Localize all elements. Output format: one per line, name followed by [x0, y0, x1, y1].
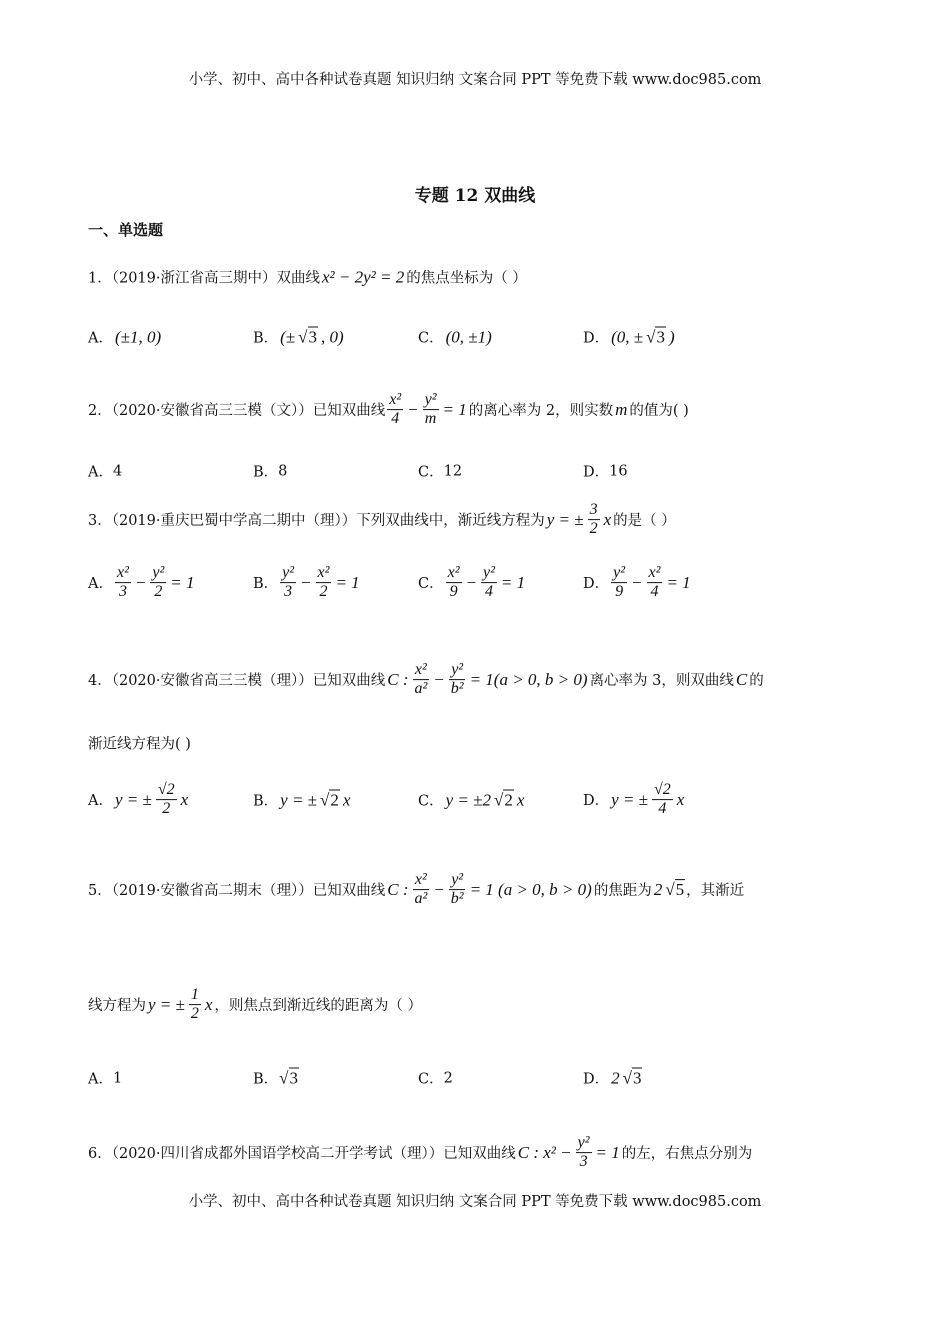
option-d	[583, 564, 693, 602]
radicand: 5	[675, 880, 685, 899]
math-expression: −	[134, 573, 147, 592]
text: 的是（ ）	[613, 513, 676, 530]
math-expression: 2	[653, 880, 663, 899]
fraction	[280, 564, 296, 602]
option-label: A．	[88, 464, 113, 481]
math-expression: C :	[387, 880, 409, 899]
denominator: 4	[484, 583, 493, 601]
option-a	[88, 1068, 122, 1089]
math-expression: −	[465, 573, 477, 592]
radical-sign: √	[622, 1068, 632, 1087]
fraction	[189, 986, 201, 1024]
denominator: 2	[319, 583, 328, 601]
question-2-line	[88, 391, 689, 429]
square-root	[646, 327, 666, 347]
option-c	[418, 327, 494, 348]
text: 4．（2020·安徽省高三三模（理））已知双曲线	[88, 673, 386, 690]
fraction	[387, 391, 403, 429]
option-label: D．	[583, 576, 610, 593]
math-expression: y = ±	[546, 510, 584, 529]
text: ，其渐近	[686, 883, 745, 900]
numerator: x²	[387, 391, 403, 410]
denominator: 4	[391, 410, 400, 428]
question-6-line	[88, 1134, 752, 1172]
radicand: 3	[308, 327, 317, 346]
text: 6．（2020·四川省成都外国语学校高二开学考试（理））已知双曲线	[88, 1146, 516, 1163]
question-4-line	[88, 661, 764, 699]
math-expression: x	[204, 995, 213, 1014]
option-label: A．	[88, 1071, 113, 1088]
option-label: A．	[88, 793, 113, 810]
denominator: 4	[658, 800, 667, 818]
numerator: y²	[449, 661, 465, 680]
math-expression: m	[615, 400, 628, 419]
radical-sign: √	[493, 790, 504, 809]
option-label: D．	[583, 330, 610, 347]
option-b	[253, 461, 287, 482]
denominator: 2	[154, 583, 163, 601]
option-a	[88, 461, 122, 482]
numerator: y²	[280, 564, 296, 583]
question-4-line	[88, 733, 191, 754]
page-header: 小学、初中、高中各种试卷真题 知识归纳 文案合同 PPT 等免费下载 www.doc985.com	[188, 72, 762, 88]
math-expression: y = ±2	[445, 790, 491, 809]
numerator: y²	[611, 564, 627, 583]
option-b	[253, 790, 352, 811]
option-b	[253, 564, 362, 602]
fraction	[481, 564, 497, 602]
numerator: 3	[588, 501, 600, 520]
radicand: 2	[330, 790, 339, 809]
text: 的	[749, 673, 764, 690]
numerator: x²	[115, 564, 131, 583]
math-expression: = 1	[595, 1143, 620, 1162]
text: 12	[443, 463, 463, 479]
option-label: B．	[253, 464, 279, 481]
option-label: B．	[253, 330, 279, 347]
radicand: 2	[504, 790, 513, 809]
option-label: C．	[418, 464, 444, 481]
math-expression: y = ±	[114, 790, 152, 809]
fraction	[449, 871, 466, 909]
math-expression: −	[300, 573, 312, 592]
denominator: 2	[589, 520, 598, 538]
square-root	[623, 1068, 643, 1088]
option-c	[418, 461, 462, 482]
square-root	[298, 327, 318, 347]
text: 2．（2020·安徽省高三三模（文））已知双曲线	[88, 403, 386, 420]
denominator: 2	[162, 800, 171, 818]
math-expression: y = ±	[280, 790, 318, 809]
fraction	[412, 871, 429, 909]
math-expression: C :	[387, 670, 409, 689]
question-3-line	[88, 501, 676, 539]
option-label: A．	[88, 330, 113, 347]
math-expression: x² − 2y² = 2	[322, 267, 405, 286]
fraction	[611, 564, 627, 602]
text: 渐近线方程为( )	[88, 736, 191, 753]
radicand: 3	[632, 1068, 642, 1087]
option-b	[253, 1068, 300, 1089]
square-root	[279, 1068, 299, 1088]
option-a	[88, 327, 163, 348]
math-expression: −	[433, 880, 445, 899]
text: 1	[112, 1070, 123, 1086]
numerator: y²	[481, 564, 497, 583]
math-expression: = 1	[442, 400, 467, 419]
fraction	[652, 781, 673, 819]
radical-sign: √	[665, 880, 675, 899]
math-expression: y = ±	[611, 790, 648, 809]
text: 的值为( )	[629, 403, 689, 420]
text: 8	[278, 463, 288, 479]
fraction	[150, 564, 166, 602]
math-expression: x	[516, 790, 525, 809]
radical-sign: √	[646, 327, 656, 346]
text: 5．（2019·安徽省高二期末（理））已知双曲线	[88, 883, 386, 900]
square-root	[320, 790, 340, 810]
denominator: b²	[450, 680, 464, 698]
math-expression: = 1	[170, 573, 195, 592]
text: 16	[609, 463, 628, 479]
math-expression: x	[180, 790, 189, 809]
option-label: B．	[253, 1071, 279, 1088]
page-footer: 小学、初中、高中各种试卷真题 知识归纳 文案合同 PPT 等免费下载 www.doc985.com	[188, 1194, 762, 1210]
text: 线方程为	[88, 998, 146, 1015]
denominator: 3	[284, 583, 293, 601]
text: 的焦距为	[593, 883, 652, 900]
text: 2	[443, 1070, 453, 1086]
option-d	[583, 461, 628, 482]
math-expression: (0, ±1)	[445, 327, 492, 346]
fraction	[412, 661, 429, 699]
option-c	[418, 564, 527, 602]
denominator: 3	[118, 583, 127, 601]
option-label: D．	[583, 464, 610, 481]
text: 的焦点坐标为（ ）	[406, 270, 527, 287]
fraction	[576, 1134, 592, 1172]
question-1-line	[88, 267, 527, 288]
denominator: 2	[190, 1005, 199, 1023]
math-expression: = 1 (a > 0, b > 0)	[469, 880, 592, 899]
math-expression: )	[668, 327, 675, 346]
numerator: x²	[647, 564, 663, 583]
option-label: C．	[418, 1071, 444, 1088]
option-c	[418, 1068, 453, 1089]
math-expression: x	[342, 790, 351, 809]
option-b	[253, 327, 346, 348]
option-d	[583, 1068, 643, 1089]
text: 的离心率为 2，则实数	[468, 403, 614, 420]
numerator: x²	[316, 564, 332, 583]
denominator: 9	[449, 583, 458, 601]
text: ，则焦点到渐近线的距离为（ ）	[214, 998, 423, 1015]
option-d	[583, 327, 677, 348]
option-label: C．	[418, 793, 444, 810]
fraction	[647, 564, 663, 602]
denominator: 3	[579, 1153, 588, 1171]
radical-sign: √	[320, 790, 330, 809]
fraction	[156, 781, 177, 819]
math-expression: = 1(a > 0, b > 0)	[469, 670, 588, 689]
fraction	[449, 661, 466, 699]
fraction	[588, 501, 600, 539]
option-label: D．	[583, 793, 610, 810]
text: 4	[112, 463, 123, 479]
option-a	[88, 781, 190, 819]
fraction	[115, 564, 131, 602]
option-label: C．	[418, 330, 444, 347]
math-expression: = 1	[666, 573, 691, 592]
document-title: 专题 12 双曲线	[414, 186, 536, 206]
math-expression: (±1, 0)	[114, 327, 162, 346]
square-root	[665, 880, 685, 900]
radical-sign: √	[279, 1068, 289, 1087]
math-expression: −	[631, 573, 643, 592]
question-5-line	[88, 871, 744, 909]
denominator: a²	[414, 890, 428, 908]
math-expression: −	[433, 670, 445, 689]
radicand: 3	[289, 1068, 298, 1087]
radical-sign: √	[298, 327, 308, 346]
numerator: y²	[150, 564, 166, 583]
option-label: B．	[253, 576, 279, 593]
math-expression: y = ±	[148, 995, 185, 1014]
numerator: 1	[189, 986, 201, 1005]
math-expression: = 1	[500, 573, 526, 592]
text: 1．（2019·浙江省高三期中）双曲线	[88, 270, 320, 287]
option-label: A．	[88, 576, 113, 593]
text: 离心率为 3，则双曲线	[589, 673, 734, 690]
numerator: x²	[413, 661, 429, 680]
numerator: y²	[449, 871, 465, 890]
option-d	[583, 781, 686, 819]
math-expression: , 0)	[321, 327, 344, 346]
math-expression: 2	[611, 1068, 620, 1087]
numerator: √2	[156, 781, 177, 800]
option-c	[418, 790, 526, 811]
fraction	[423, 391, 439, 429]
question-5-line	[88, 986, 422, 1024]
numerator: x²	[413, 871, 429, 890]
math-expression: (±	[280, 327, 296, 346]
numerator: x²	[446, 564, 462, 583]
denominator: m	[424, 410, 437, 428]
math-expression: C : x² −	[517, 1143, 572, 1162]
numerator: √2	[652, 781, 673, 800]
math-expression: = 1	[335, 573, 360, 592]
denominator: 4	[650, 583, 659, 601]
text: 的左，右焦点分别为	[621, 1146, 753, 1163]
denominator: 9	[615, 583, 624, 601]
math-expression: x	[676, 790, 685, 809]
denominator: b²	[450, 890, 464, 908]
option-label: D．	[583, 1071, 610, 1088]
math-expression: C	[735, 670, 748, 689]
square-root	[494, 790, 514, 810]
math-expression: −	[407, 400, 419, 419]
fraction	[446, 564, 462, 602]
text: 3．（2019·重庆巴蜀中学高二期中（理））下列双曲线中，渐近线方程为	[88, 513, 545, 530]
option-label: B．	[253, 793, 279, 810]
section-heading: 一、单选题	[88, 221, 164, 239]
math-expression: (0, ±	[611, 327, 644, 346]
option-a	[88, 564, 197, 602]
numerator: y²	[576, 1134, 592, 1153]
option-label: C．	[418, 576, 444, 593]
fraction	[316, 564, 332, 602]
denominator: a²	[414, 680, 428, 698]
numerator: y²	[423, 391, 439, 410]
radicand: 3	[656, 327, 665, 346]
math-expression: x	[603, 510, 612, 529]
